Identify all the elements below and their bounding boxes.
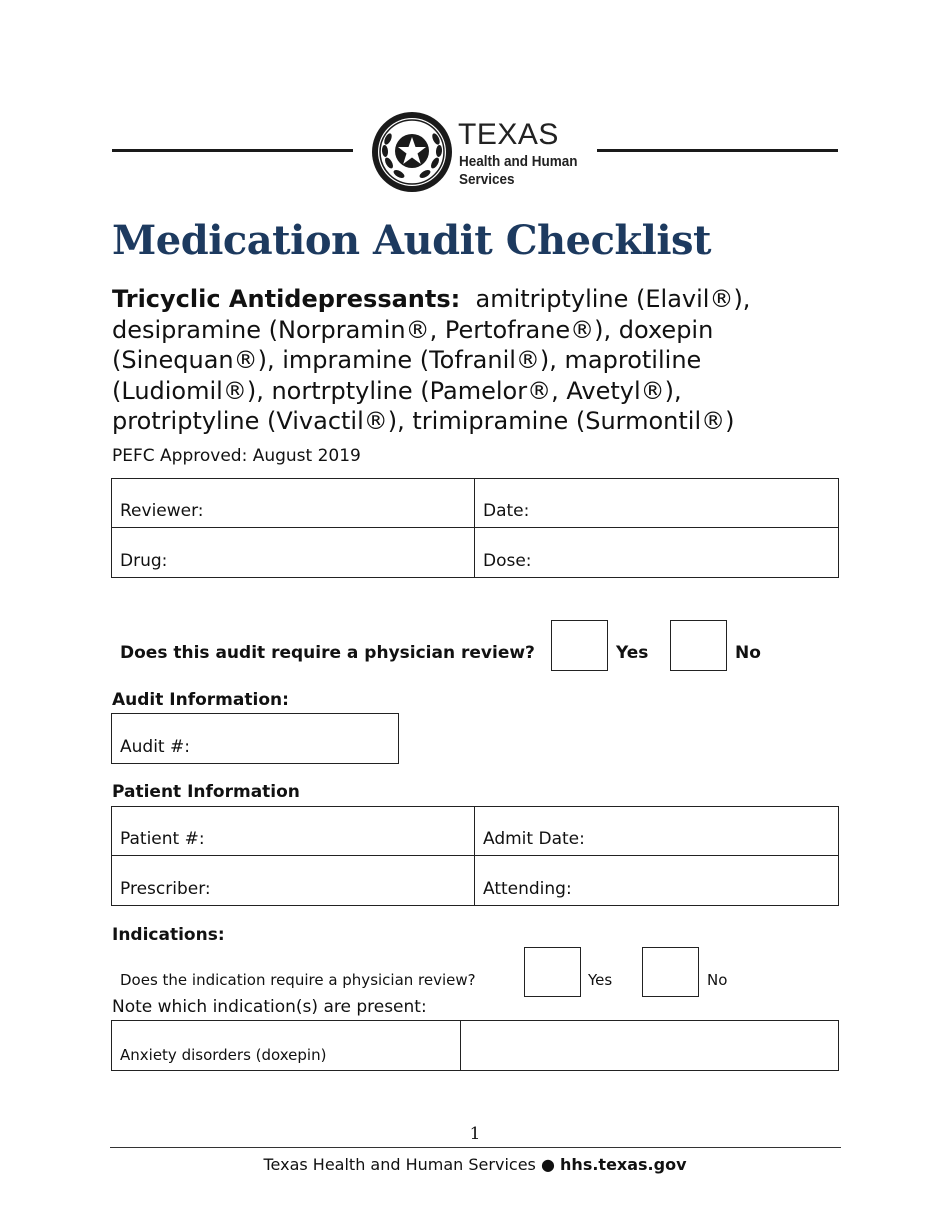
physician-review-yes-label: Yes [616,643,649,663]
attending-field[interactable]: Attending: [483,879,572,899]
physician-review-yes-checkbox[interactable] [551,620,608,671]
header-rule-left [112,149,353,152]
table-divider [111,527,839,528]
physician-review-no-checkbox[interactable] [670,620,727,671]
date-field[interactable]: Date: [483,501,530,521]
footer-website-link[interactable]: hhs.texas.gov [560,1155,687,1174]
dose-field[interactable]: Dose: [483,551,532,571]
indications-heading: Indications: [112,925,225,945]
admit-date-field[interactable]: Admit Date: [483,829,585,849]
brand-services: Services [459,171,515,188]
patient-number-field[interactable]: Patient #: [120,829,205,849]
brand-health-human: Health and Human [459,153,578,170]
reviewer-field[interactable]: Reviewer: [120,501,204,521]
footer [0,1155,950,1175]
physician-review-question: Does this audit require a physician review? [120,643,535,663]
drug-field[interactable]: Drug: [120,551,168,571]
audit-info-heading: Audit Information: [112,690,289,710]
physician-review-no-label: No [735,643,761,663]
indication-review-no-checkbox[interactable] [642,947,699,997]
indication-row-label: Anxiety disorders (doxepin) [120,1046,327,1064]
drug-class-label: Tricyclic Antidepressants: [112,285,461,313]
indication-review-yes-label: Yes [588,971,613,989]
brand-texas: TEXAS [458,118,559,151]
texas-seal-logo [371,111,453,193]
patient-info-heading: Patient Information [112,782,300,802]
indications-note: Note which indication(s) are present: [112,997,427,1017]
prescriber-field[interactable]: Prescriber: [120,879,211,899]
indication-row-value[interactable] [461,1021,838,1070]
drug-class-description [112,284,812,437]
footer-bullet: ● [540,1155,555,1174]
indication-review-no-label: No [707,971,728,989]
page-title: Medication Audit Checklist [112,217,712,264]
drug-list: amitriptyline (Elavil®), desipramine (Norpramin®, Pertofrane®), doxepin (Sinequan®), impramine (Tofranil®), maprotiline (Ludiomil®), nortrptyline (Pamelor®, Avetyl®), protriptyline (Vivactil®), trimipramine (Surmontil®) [112,285,751,435]
footer-org: Texas Health and Human Services [263,1155,536,1174]
indication-review-yes-checkbox[interactable] [524,947,581,997]
page-number: 1 [469,1124,481,1144]
approval-date: PEFC Approved: August 2019 [112,446,361,466]
indication-review-question: Does the indication require a physician review? [120,971,476,989]
footer-rule [110,1147,841,1148]
table-divider [111,855,839,856]
audit-number-field[interactable]: Audit #: [120,737,190,757]
header-rule-right [597,149,838,152]
